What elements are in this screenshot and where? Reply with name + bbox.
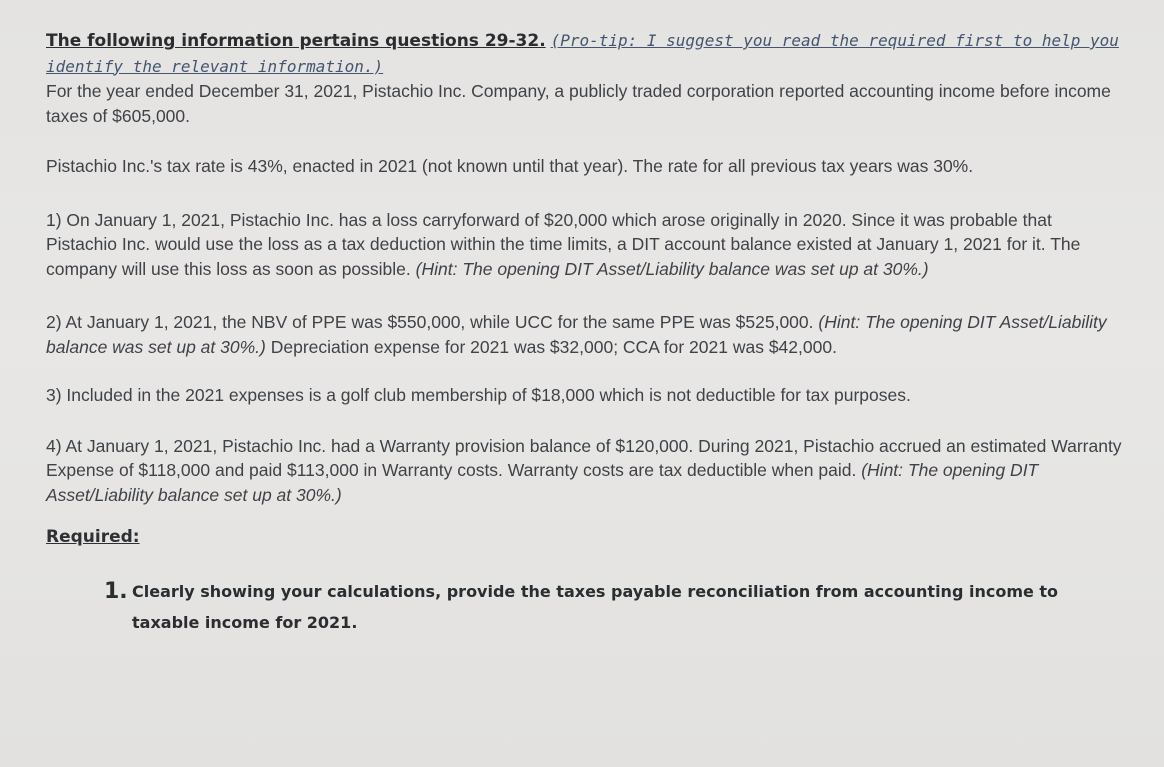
- protip-note: (Pro-tip: I suggest you read the required first to help you identify the relevant information.): [46, 31, 1119, 76]
- intro-heading: The following information pertains questions 29-32.: [46, 31, 546, 51]
- question-document: [46, 28, 1126, 638]
- tax-rate-text: Pistachio Inc.'s tax rate is 43%, enacted in 2021 (not known until that year). The rate for all previous tax years was 30%.: [46, 156, 974, 176]
- item-1: [46, 208, 1126, 282]
- item-3: [46, 383, 1126, 408]
- item-4-hint: (Hint: The opening DIT Asset/Liability balance set up at 30%.): [46, 460, 1039, 505]
- required-item-number: 1.: [104, 579, 128, 604]
- required-item-1: [104, 579, 1126, 638]
- item-2: [46, 310, 1126, 359]
- item-1-text: 1) On January 1, 2021, Pistachio Inc. has a loss carryforward of $20,000 which arose originally in 2020. Since it was probable that Pistachio Inc. would use the loss as a tax deduction within the time limits, a DIT account balance existed at January 1, 2021 for it. The company will use this loss as soon as possible.: [46, 209, 1081, 279]
- item-4-text: 4) At January 1, 2021, Pistachio Inc. had a Warranty provision balance of $120,000. During 2021, Pistachio accrued an estimated Warranty Expense of $118,000 and paid $113,000 in Warranty costs. Warranty costs are tax deductible when paid.: [46, 435, 1122, 480]
- item-1-hint: (Hint: The opening DIT Asset/Liability balance was set up at 30%.): [415, 258, 929, 279]
- intro-block: [46, 28, 1126, 128]
- item-2-hint: (Hint: The opening DIT Asset/Liability balance was set up at 30%.): [46, 312, 1107, 357]
- item-2-text-after: Depreciation expense for 2021 was $32,000; CCA for 2021 was $42,000.: [270, 336, 837, 357]
- required-item-text: Clearly showing your calculations, provide the taxes payable reconciliation from accounting income to taxable income for 2021.: [132, 582, 1059, 632]
- intro-text: For the year ended December 31, 2021, Pistachio Inc. Company, a publicly traded corporation reported accounting income before income taxes of $605,000.: [46, 81, 1111, 126]
- item-2-text: 2) At January 1, 2021, the NBV of PPE was $550,000, while UCC for the same PPE was $525,000.: [46, 312, 814, 332]
- item-4: [46, 434, 1126, 508]
- required-label: Required:: [46, 527, 140, 547]
- item-3-text: 3) Included in the 2021 expenses is a golf club membership of $18,000 which is not deductible for tax purposes.: [46, 385, 911, 405]
- intro-heading-line: [46, 28, 1126, 79]
